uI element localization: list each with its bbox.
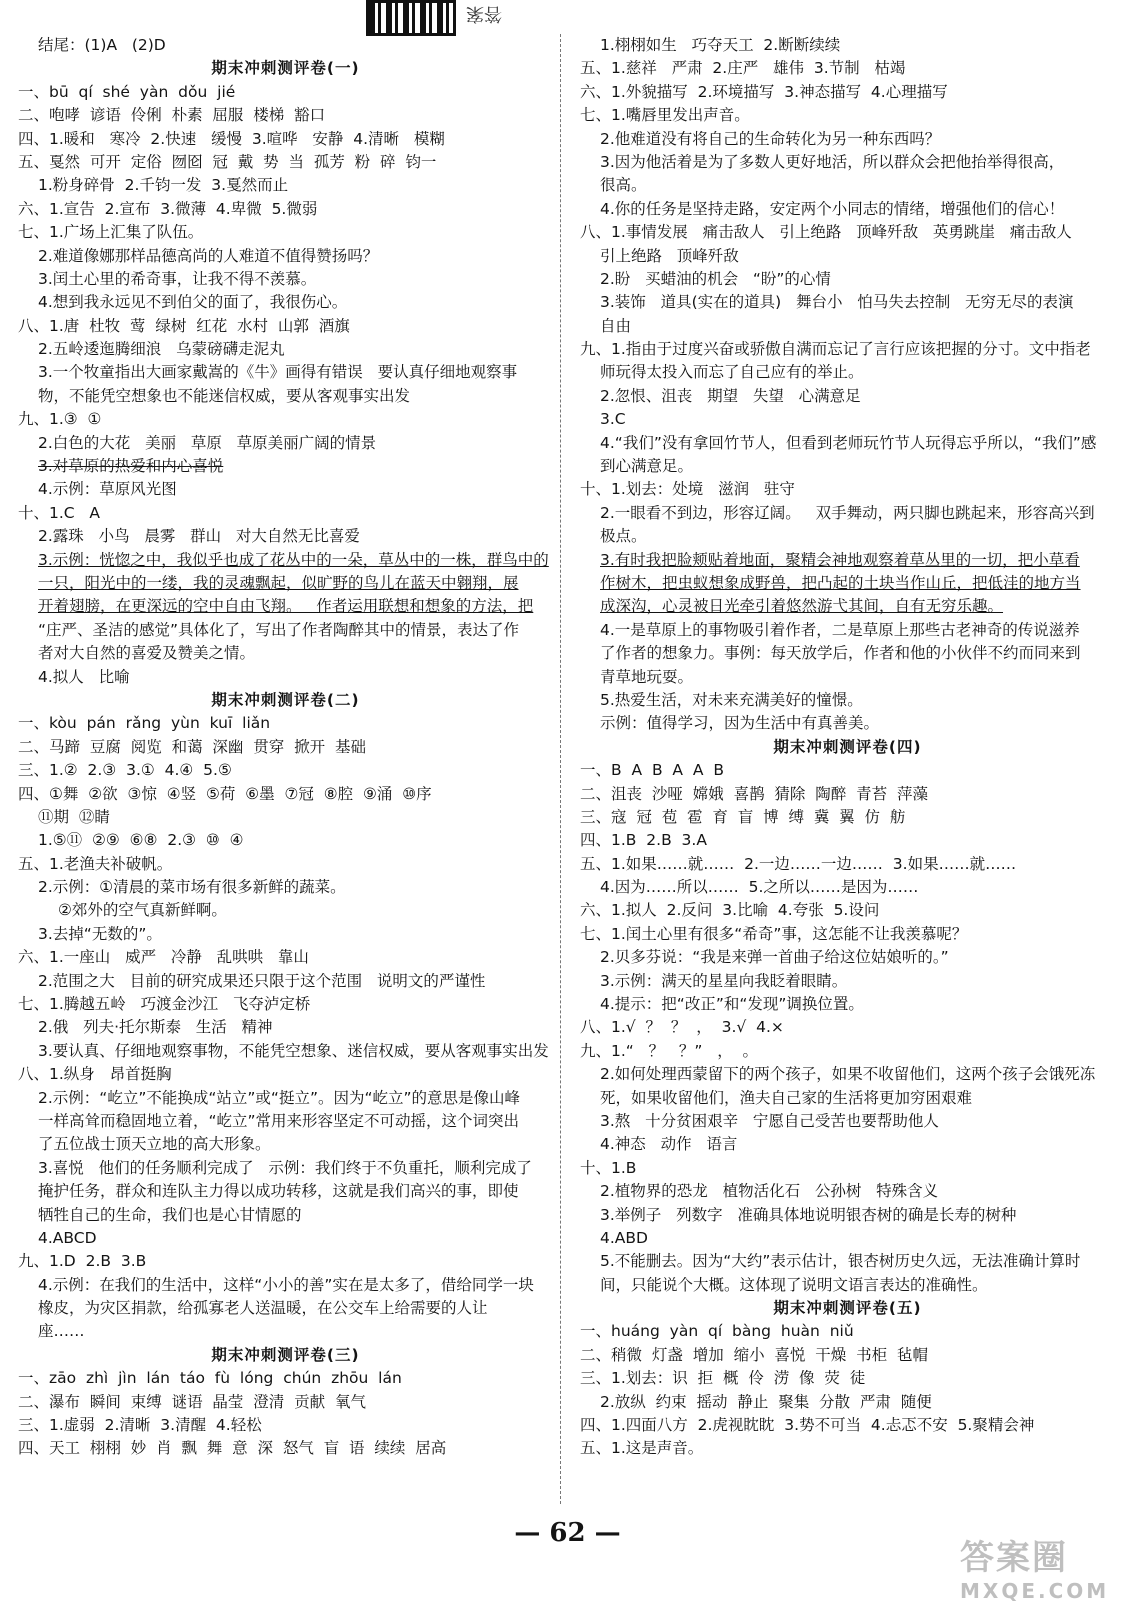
- watermark-logo: 答案圈 MXQE.COM: [960, 1538, 1110, 1603]
- answer-line: 四、①舞 ②欲 ③惊 ④竖 ⑤荷 ⑥墨 ⑦冠 ⑧腔 ⑨涌 ⑩序: [18, 784, 432, 803]
- answer-line: 4.因为……所以…… 5.之所以……是因为……: [600, 878, 919, 897]
- answer-line: 结尾：(1)A (2)D: [38, 36, 166, 54]
- answer-line: 死，如果收留他们，渔夫自己家的生活将更加穷困艰难: [600, 1088, 973, 1107]
- answer-line: 4.一是草原上的事物吸引着作者，二是草原上那些古老神奇的传说滋养: [600, 620, 1080, 639]
- answer-line: 四、天工 栩栩 妙 肖 飘 舞 意 深 怒气 盲 语 续续 居高: [18, 1439, 447, 1458]
- page-number: — 62 —: [514, 1518, 621, 1548]
- answer-line: 1.⑤⑪ ②⑨ ⑥⑧ 2.③ ⑩ ④: [38, 831, 244, 850]
- answer-line: 七、1.腾越五岭 巧渡金沙江 飞夺泸定桥: [18, 995, 311, 1014]
- answer-line: 3.举例子 列数字 准确具体地说明银杏树的确是长寿的树种: [600, 1205, 1017, 1224]
- answer-line: 二、咆哮 谚语 伶俐 朴素 屈服 楼梯 豁口: [18, 106, 326, 125]
- answer-line: 4.神态 动作 语言: [600, 1135, 738, 1154]
- section-heading: 期末冲刺测评卷(一): [211, 59, 360, 78]
- answer-line: 引上绝路 顶峰歼敌: [600, 246, 739, 265]
- answer-line: 七、1.嘴唇里发出声音。: [580, 106, 750, 125]
- answer-line: 2.露珠 小鸟 晨雾 群山 对大自然无比喜爱: [38, 527, 360, 546]
- answer-line: 三、寇 冠 苞 雹 育 盲 博 缚 冀 翼 仿 舫: [580, 807, 906, 826]
- answer-line: 十、1.划去：处境 滋润 驻守: [580, 480, 795, 499]
- answer-line: 3.装饰 道具(实在的道具) 舞台小 怕马失去控制 无穷无尽的表演: [600, 293, 1074, 312]
- answer-line: 八、1.纵身 昂首挺胸: [18, 1065, 172, 1084]
- answer-line: 七、1.广场上汇集了队伍。: [18, 223, 204, 242]
- answer-line: 一只，阳光中的一缕，我的灵魂飘起，似旷野的鸟儿在蓝天中翱翔，展: [38, 573, 519, 592]
- right-column: [580, 34, 1115, 1461]
- section-heading: 期末冲刺测评卷(二): [211, 690, 360, 709]
- answer-line: 4.“我们”没有拿回竹节人，但看到老师玩竹节人玩得忘乎所以，“我们”感: [600, 433, 1097, 452]
- section-heading: 期末冲刺测评卷(五): [773, 1299, 922, 1318]
- answer-line: 到心满意足。: [600, 457, 694, 476]
- answer-line: 3.熬 十分贫困艰辛 宁愿自己受苦也要帮助他人: [600, 1111, 939, 1130]
- answer-line: 三、1.划去：识 拒 概 伶 涝 像 荧 徒: [580, 1369, 866, 1388]
- answer-line: 4.ABD: [600, 1228, 648, 1247]
- answer-line: 3.要认真、仔细地观察事物，不能凭空想象、迷信权威，要从客观事实出发: [38, 1041, 549, 1060]
- answer-line: 极点。: [600, 527, 647, 546]
- answer-line: 4.提示：把“改正”和“发现”调换位置。: [600, 995, 864, 1014]
- answer-line: 四、1.四面八方 2.虎视眈眈 3.势不可当 4.忐忑不安 5.聚精会神: [580, 1416, 1035, 1435]
- answer-line: 3.有时我把脸颊贴着地面，聚精会神地观察着草丛里的一切，把小草看: [600, 550, 1080, 569]
- answer-line: 很高。: [600, 176, 647, 195]
- answer-line: 六、1.宣告 2.宣布 3.微薄 4.卑微 5.微弱: [18, 199, 318, 218]
- answer-line: 九、1.D 2.B 3.B: [18, 1252, 147, 1271]
- answer-line: 2.五岭逶迤腾细浪 乌蒙磅礴走泥丸: [38, 340, 285, 359]
- answer-line: 4.ABCD: [38, 1228, 97, 1247]
- answer-line: 师玩得太投入而忘了自己应有的举止。: [600, 363, 864, 382]
- answer-line: 2.如何处理西蒙留下的两个孩子，如果不收留他们，这两个孩子会饿死冻: [600, 1065, 1096, 1084]
- answer-line: 3.对草原的热爱和内心喜悦: [38, 457, 224, 476]
- answer-line: 开着翅膀，在更深远的空中自由飞翔。 作者运用联想和想象的方法，把: [38, 597, 534, 616]
- answer-line: 二、沮丧 沙哑 嫦娥 喜鹊 猜除 陶醉 青苔 萍藻: [580, 784, 928, 803]
- answer-line: 物，不能凭空想象也不能迷信权威，要从客观事实出发: [38, 386, 411, 405]
- answer-line: 一、bū qí shé yàn dǒu jié: [18, 82, 236, 101]
- answer-line: 2.示例：“屹立”不能换成“站立”或“挺立”。因为“屹立”的意思是像山峰: [38, 1088, 521, 1107]
- answer-line: ②郊外的空气真新鲜啊。: [58, 901, 227, 920]
- answer-line: 橡皮，为灾区捐款，给孤寡老人送温暖，在公交车上给需要的人让: [38, 1299, 488, 1318]
- answer-line: 示例：值得学习，因为生活中有真善美。: [600, 714, 880, 733]
- left-column: [18, 34, 553, 1461]
- answer-line: 一样高耸而稳固地立着，“屹立”常用来形容坚定不可动摇，这个词突出: [38, 1111, 520, 1130]
- answer-line: 九、1.③ ①: [18, 410, 102, 429]
- answer-line: 4.你的任务是坚持走路，安定两个小同志的情绪，增强他们的信心！: [600, 199, 1065, 218]
- answer-line: 九、1.“ ？ ？” ， 。: [580, 1041, 759, 1060]
- section-heading: 期末冲刺测评卷(三): [211, 1345, 360, 1364]
- answer-line: 4.示例：草原风光图: [38, 480, 177, 499]
- answer-line: 3.示例：恍惚之中，我似乎也成了花丛中的一朵，草丛中的一株，群鸟中的: [38, 550, 549, 569]
- answer-line: 1.粉身碎骨 2.千钧一发 3.戛然而止: [38, 176, 289, 195]
- section-heading: 期末冲刺测评卷(四): [773, 737, 922, 756]
- answer-line: 3.一个牧童指出大画家戴嵩的《牛》画得有错误 要认真仔细地观察事: [38, 363, 518, 382]
- answer-line: 2.植物界的恐龙 植物活化石 公孙树 特殊含义: [600, 1182, 939, 1201]
- answer-line: 三、1.虚弱 2.清晰 3.清醒 4.轻松: [18, 1416, 262, 1435]
- answer-line: 五、1.这是声音。: [580, 1439, 704, 1458]
- answer-line: 八、1.√ ？ ？ ， 3.√ 4.×: [580, 1018, 784, 1037]
- answer-line: 3.C: [600, 410, 626, 429]
- answer-line: 了作者的想象力。事例：每天放学后，作者和他的小伙伴不约而同来到: [600, 644, 1081, 663]
- answer-line: 十、1.B: [580, 1158, 637, 1177]
- answer-line: 四、1.暖和 寒冷 2.快速 缓慢 3.喧哗 安静 4.清晰 模糊: [18, 129, 445, 148]
- answer-line: 一、huáng yàn qí bàng huàn niǔ: [580, 1322, 854, 1341]
- answer-line: 5.热爱生活，对未来充满美好的憧憬。: [600, 690, 863, 709]
- answer-line: 5.不能删去。因为“大约”表示估计，银杏树历史久远，无法准确计算时: [600, 1252, 1081, 1271]
- answer-line: 3.因为他活着是为了多数人更好地活，所以群众会把他抬举得很高，: [600, 152, 1065, 171]
- answer-line: 五、1.如果……就…… 2.一边……一边…… 3.如果……就……: [580, 854, 1017, 873]
- answer-line: 七、1.闰土心里有很多“希奇”事，这怎能不让我羡慕呢？: [580, 924, 968, 943]
- answer-line: 青草地玩耍。: [600, 667, 694, 686]
- answer-line: 3.示例：满天的星星向我眨着眼睛。: [600, 971, 848, 990]
- answer-line: 八、1.唐 杜牧 莺 绿树 红花 水村 山郭 酒旗: [18, 316, 350, 335]
- answer-line: 牺牲自己的生命，我们也是心甘情愿的: [38, 1205, 302, 1224]
- answer-line: 4.拟人 比喻: [38, 667, 130, 686]
- answer-line: 了五位战士顶天立地的高大形象。: [38, 1135, 271, 1154]
- answer-line: 五、戛然 可开 定俗 囫囵 冠 戴 势 当 孤芳 粉 碎 钧一: [18, 152, 437, 171]
- answer-line: 2.盼 买蜡油的机会 “盼”的心情: [600, 269, 831, 288]
- answer-line: 2.白色的大花 美丽 草原 草原美丽广阔的情景: [38, 433, 377, 452]
- answer-line: 二、稍微 灯盏 增加 缩小 喜悦 干燥 书柜 毡帽: [580, 1345, 928, 1364]
- answer-line: 六、1.一座山 威严 冷静 乱哄哄 靠山: [18, 948, 309, 967]
- answer-line: 2.他难道没有将自己的生命转化为另一种东西吗？: [600, 129, 941, 148]
- answer-line: 六、1.外貌描写 2.环境描写 3.神态描写 4.心理描写: [580, 82, 948, 101]
- answer-line: 六、1.拟人 2.反问 3.比喻 4.夸张 5.设问: [580, 901, 880, 920]
- answer-line: 四、1.B 2.B 3.A: [580, 831, 707, 850]
- answer-line: 1.栩栩如生 巧夺天工 2.断断续续: [600, 36, 841, 54]
- answer-line: 五、1.慈祥 严肃 2.庄严 雄伟 3.节制 枯竭: [580, 59, 906, 78]
- answer-line: 二、瀑布 瞬间 束缚 谜语 晶莹 澄清 贡献 氧气: [18, 1392, 366, 1411]
- answer-line: 十、1.C A: [18, 503, 100, 522]
- answer-line: 三、1.② 2.③ 3.① 4.④ 5.⑤: [18, 761, 232, 780]
- answer-line: 掩护任务，群众和连队主力得以成功转移，这就是我们高兴的事，即使: [38, 1182, 519, 1201]
- answer-line: 一、B A B A A B: [580, 761, 724, 780]
- answer-line: 2.一眼看不到边，形容辽阔。 双手舞动，两只脚也跳起来，形容高兴到: [600, 503, 1095, 522]
- answer-line: 一、zāo zhì jìn lán táo fù lóng chún zhōu lán: [18, 1369, 402, 1388]
- answer-line: 2.难道像娜那样品德高尚的人难道不值得赞扬吗？: [38, 246, 379, 265]
- answer-line: 座……: [38, 1322, 85, 1341]
- column-divider: [560, 34, 562, 1504]
- answer-line: 2.示例：①清晨的菜市场有很多新鲜的蔬菜。: [38, 878, 346, 897]
- answer-line: 间，只能说个大概。这体现了说明文语言表达的准确性。: [600, 1275, 988, 1294]
- answer-line: 自由: [600, 316, 632, 335]
- answer-line: 3.喜悦 他们的任务顺利完成了 示例：我们终于不负重托，顺利完成了: [38, 1158, 532, 1177]
- answer-line: 2.贝多芬说：“我是来弹一首曲子给这位姑娘听的。”: [600, 948, 949, 967]
- answer-line: 2.俄 列夫·托尔斯泰 生活 精神: [38, 1018, 273, 1037]
- answer-line: 2.放纵 约束 摇动 静止 聚集 分散 严肃 随便: [600, 1392, 932, 1411]
- answer-line: 2.忽恨、沮丧 期望 失望 心满意足: [600, 386, 861, 405]
- answer-line: 2.范围之大 目前的研究成果还只限于这个范围 说明文的严谨性: [38, 971, 486, 990]
- answer-line: 3.闰土心里的希奇事，让我不得不羡慕。: [38, 269, 317, 288]
- answer-line: 八、1.事情发展 痛击敌人 引上绝路 顶峰歼敌 英勇跳崖 痛击敌人: [580, 223, 1072, 242]
- answer-line: 者对大自然的喜爱及赞美之情。: [38, 644, 256, 663]
- answer-line: 五、1.老渔夫补破帆。: [18, 854, 173, 873]
- answer-line: 九、1.指由于过度兴奋或骄傲自满而忘记了言行应该把握的分寸。文中指老: [580, 340, 1091, 359]
- answer-line: 二、马蹄 豆腐 阅览 和蔼 深幽 贯穿 掀开 基础: [18, 737, 366, 756]
- answer-line: 成深沟，心灵被日光牵引着悠然游弋其间，自有无穷乐趣。: [600, 597, 1004, 616]
- answer-line: 3.去掉“无数的”。: [38, 924, 162, 943]
- answer-line: 作树木，把虫蚁想象成野兽，把凸起的土块当作山丘，把低洼的地方当: [600, 573, 1081, 592]
- answer-line: “庄严、圣洁的感觉”具体化了，写出了作者陶醉其中的情景，表达了作: [38, 620, 520, 639]
- answer-line: 4.示例：在我们的生活中，这样“小小的善”实在是太多了，借给同学一块: [38, 1275, 534, 1294]
- answer-line: ⑪期 ⑫睛: [38, 807, 110, 826]
- answer-line: 4.想到我永远见不到伯父的面了，我很伤心。: [38, 293, 348, 312]
- qr-code: [366, 0, 456, 36]
- qr-caption: 答案: [466, 3, 502, 24]
- answer-line: 一、kòu pán rǎng yùn kuī liǎn: [18, 714, 271, 733]
